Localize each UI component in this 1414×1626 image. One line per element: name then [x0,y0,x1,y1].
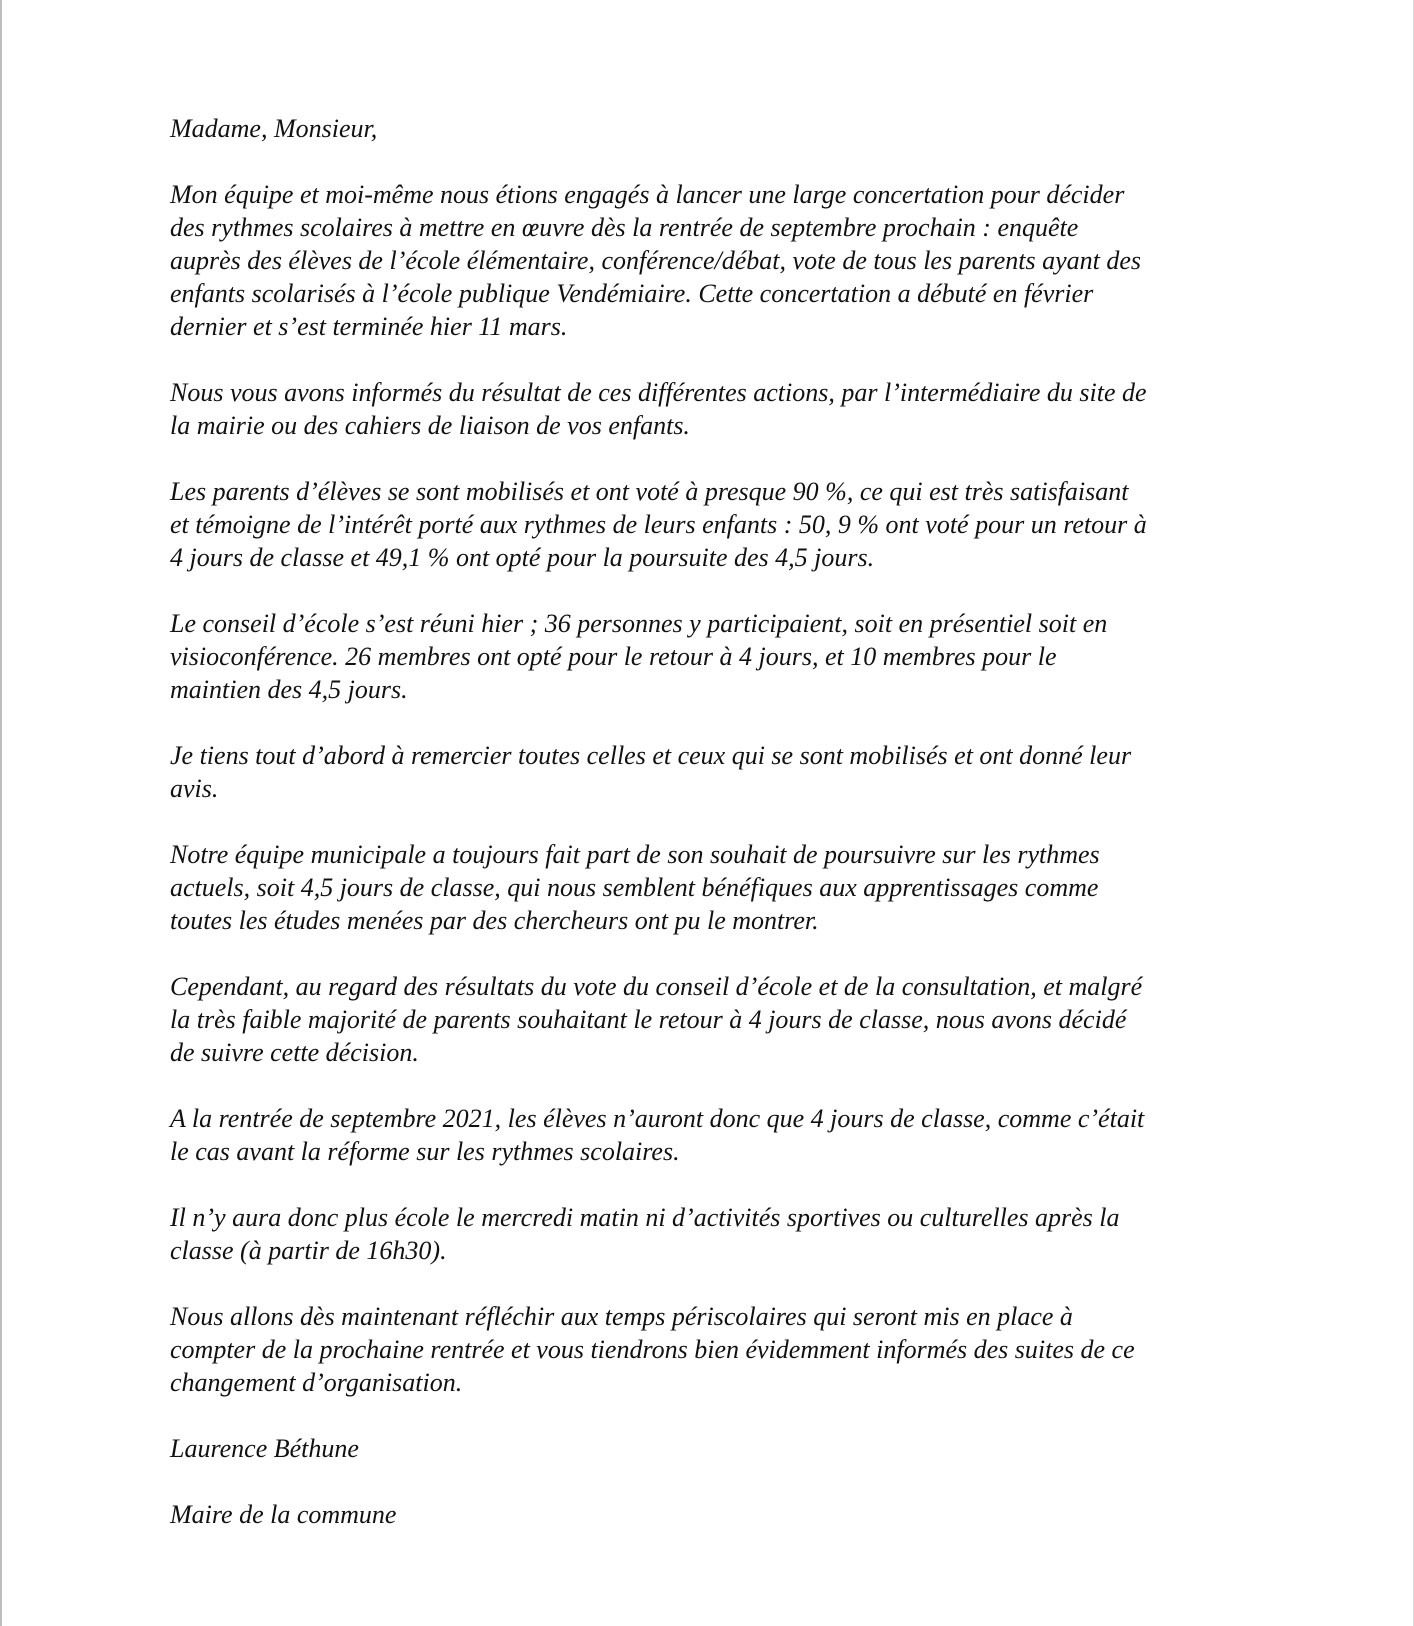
letter-paragraph: Notre équipe municipale a toujours fait part de son souhait de poursuivre sur les rythmes actuels, soit 4,5 jours de classe, qui nous semblent bénéfiques aux apprentissages comme toutes les études menées par des chercheurs ont pu le montrer. [170,840,1100,935]
page-left-edge [0,0,2,1626]
letter-paragraph: Il n’y aura donc plus école le mercredi matin ni d’activités sportives ou culturelles après la classe (à partir de 16h30). [170,1203,1120,1265]
letter-paragraph: Cependant, au regard des résultats du vote du conseil d’école et de la consultation, et malgré la très faible majorité de parents souhaitant le retour à 4 jours de classe, nous avons décidé de suivre cette décision. [170,972,1143,1067]
letter-paragraph: Je tiens tout d’abord à remercier toutes celles et ceux qui se sont mobilisés et ont donné leur avis. [170,741,1132,803]
signature-title: Maire de la commune [170,1500,397,1529]
letter-body [170,112,1260,1564]
signature-name: Laurence Béthune [170,1434,359,1463]
letter-paragraph: Le conseil d’école s’est réuni hier ; 36 personnes y participaient, soit en présentiel soit en visioconférence. 26 membres ont opté pour le retour à 4 jours, et 10 membres pour le maintien des 4,5 jours. [170,609,1108,704]
letter-paragraph: Mon équipe et moi-même nous étions engagés à lancer une large concertation pour décider des rythmes scolaires à mettre en œuvre dès la rentrée de septembre prochain : enquête auprès des élèves de l’école élémentaire, conférence/débat, vote de tous les parents ayant des enfants scolarisés à l’école publique Vendémiaire. Cette concertation a débuté en février dernier et s’est terminée hier 11 mars. [170,180,1142,341]
letter-salutation: Madame, Monsieur, [170,114,378,143]
letter-paragraph: Nous allons dès maintenant réfléchir aux temps périscolaires qui seront mis en place à compter de la prochaine rentrée et vous tiendrons bien évidemment informés des suites de ce changement d’organisation. [170,1302,1135,1397]
letter-paragraph: Les parents d’élèves se sont mobilisés et ont voté à presque 90 %, ce qui est très satisfaisant et témoigne de l’intérêt porté aux rythmes de leurs enfants : 50, 9 % ont voté pour un retour à 4 jours de classe et 49,1 % ont opté pour la poursuite des 4,5 jours. [170,477,1147,572]
letter-paragraph: A la rentrée de septembre 2021, les élèves n’auront donc que 4 jours de classe, comme c’était le cas avant la réforme sur les rythmes scolaires. [170,1104,1145,1166]
letter-paragraph: Nous vous avons informés du résultat de ces différentes actions, par l’intermédiaire du site de la mairie ou des cahiers de liaison de vos enfants. [170,378,1147,440]
